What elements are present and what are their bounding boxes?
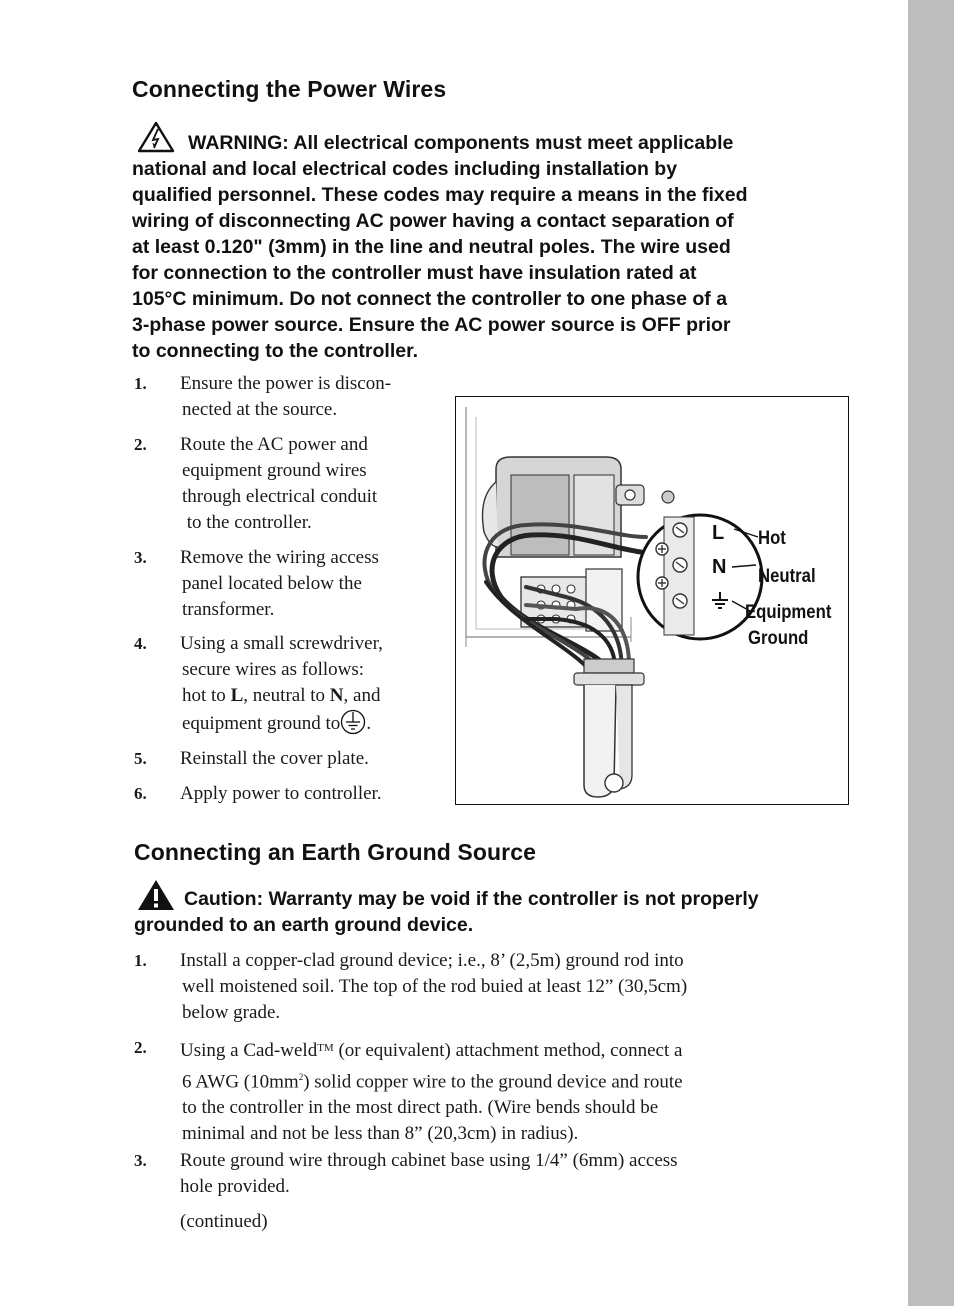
wiring-diagram xyxy=(455,396,849,805)
text-run: , and xyxy=(343,685,381,706)
continued-text: (continued) xyxy=(180,1211,268,1232)
step-text-line: well moistened soil. The top of the rod buied at least 12” (30,5cm) xyxy=(182,976,688,997)
step-number: 3. xyxy=(134,548,147,567)
warning-line: national and local electrical codes including installation by xyxy=(132,158,678,180)
text-run: (or equivalent) attachment method, connect a xyxy=(333,1040,683,1061)
warning-line: WARNING: All electrical components must meet applicable xyxy=(188,132,734,154)
step-text-line: secure wires as follows: xyxy=(182,659,365,680)
step-number: 1. xyxy=(134,951,147,970)
step-text-line: Remove the wiring access xyxy=(180,547,379,568)
step-text-line: transformer. xyxy=(182,599,275,620)
section-heading-power-wires: Connecting the Power Wires xyxy=(132,76,447,102)
hot-label: Hot xyxy=(758,528,786,549)
step-number: 5. xyxy=(134,749,147,768)
text-run: , neutral to xyxy=(243,685,330,706)
terminal-l-ref: L xyxy=(230,685,244,706)
step-text-line xyxy=(180,683,383,709)
terminal-n-ref: N xyxy=(329,685,344,706)
step-number: 6. xyxy=(134,784,147,803)
text-run: ) solid copper wire to the ground device and route xyxy=(303,1071,683,1093)
text-run: equipment ground to xyxy=(182,713,341,734)
step-text-line xyxy=(180,1064,683,1095)
terminal-l-label: L xyxy=(712,522,725,544)
caution-line: grounded to an earth ground device. xyxy=(134,914,474,936)
page-side-tab xyxy=(908,0,954,1306)
step-text-line xyxy=(180,709,383,737)
step-text-line: Using a small screwdriver, xyxy=(180,633,383,654)
step-text-line: panel located below the xyxy=(182,573,362,594)
step-text-line: Ensure the power is discon- xyxy=(180,373,392,394)
warning-paragraph xyxy=(132,130,748,364)
text-run: Using a Cad-weld xyxy=(180,1040,318,1061)
warning-line: 3-phase power source. Ensure the AC power source is OFF prior xyxy=(132,314,731,336)
trademark-mark: TM xyxy=(317,1042,334,1054)
text-run: hot to xyxy=(182,685,231,706)
step-text-line: equipment ground wires xyxy=(182,460,367,481)
step-text-line: through electrical conduit xyxy=(182,486,378,507)
step-text-line: to the controller. xyxy=(182,512,312,533)
step-text-line: Route the AC power and xyxy=(180,434,368,455)
caution-paragraph xyxy=(134,886,759,938)
step-text-line: hole provided. xyxy=(180,1176,290,1197)
ground-symbol-icon xyxy=(340,709,366,735)
wiring-illustration xyxy=(456,397,848,803)
superscript: 2 xyxy=(298,1072,304,1082)
terminal-n-label: N xyxy=(712,556,727,578)
warning-line: wiring of disconnecting AC power having a contact separation of xyxy=(132,210,734,232)
caution-line: Caution: Warranty may be void if the controller is not properly xyxy=(184,888,759,910)
ground-label: Ground xyxy=(748,628,809,649)
step-number: 3. xyxy=(134,1151,147,1170)
step-text-line: Apply power to controller. xyxy=(180,783,382,804)
section-heading-earth-ground: Connecting an Earth Ground Source xyxy=(134,839,536,865)
text-run: . xyxy=(366,713,372,734)
warning-line: at least 0.120" (3mm) in the line and neutral poles. The wire used xyxy=(132,236,731,258)
step-text-line: Install a copper-clad ground device; i.e., 8’ (2,5m) ground rod into xyxy=(180,950,684,971)
step-text-line xyxy=(180,1035,683,1064)
step-number: 1. xyxy=(134,374,147,393)
step-text-line: to the controller in the most direct path. (Wire bends should be xyxy=(182,1097,659,1119)
step-number: 2. xyxy=(134,435,147,454)
step-text-line: minimal and not be less than 8” (20,3cm) in radius). xyxy=(182,1123,579,1145)
step-text-line: Reinstall the cover plate. xyxy=(180,748,369,769)
warning-line: to connecting to the controller. xyxy=(132,340,419,362)
text-run: 6 AWG (10mm xyxy=(182,1071,299,1093)
warning-line: 105°C minimum. Do not connect the controller to one phase of a xyxy=(132,288,728,310)
warning-line: qualified personnel. These codes may require a means in the fixed xyxy=(132,184,748,206)
neutral-label: Neutral xyxy=(758,566,816,587)
step-text-line: nected at the source. xyxy=(182,399,338,420)
equipment-label: Equipment xyxy=(745,602,832,623)
step-number: 4. xyxy=(134,634,147,653)
step-text-line: Route ground wire through cabinet base using 1/4” (6mm) access xyxy=(180,1150,678,1171)
warning-line: for connection to the controller must have insulation rated at xyxy=(132,262,697,284)
step-number: 2. xyxy=(134,1038,147,1057)
step-text-line: below grade. xyxy=(182,1002,281,1023)
